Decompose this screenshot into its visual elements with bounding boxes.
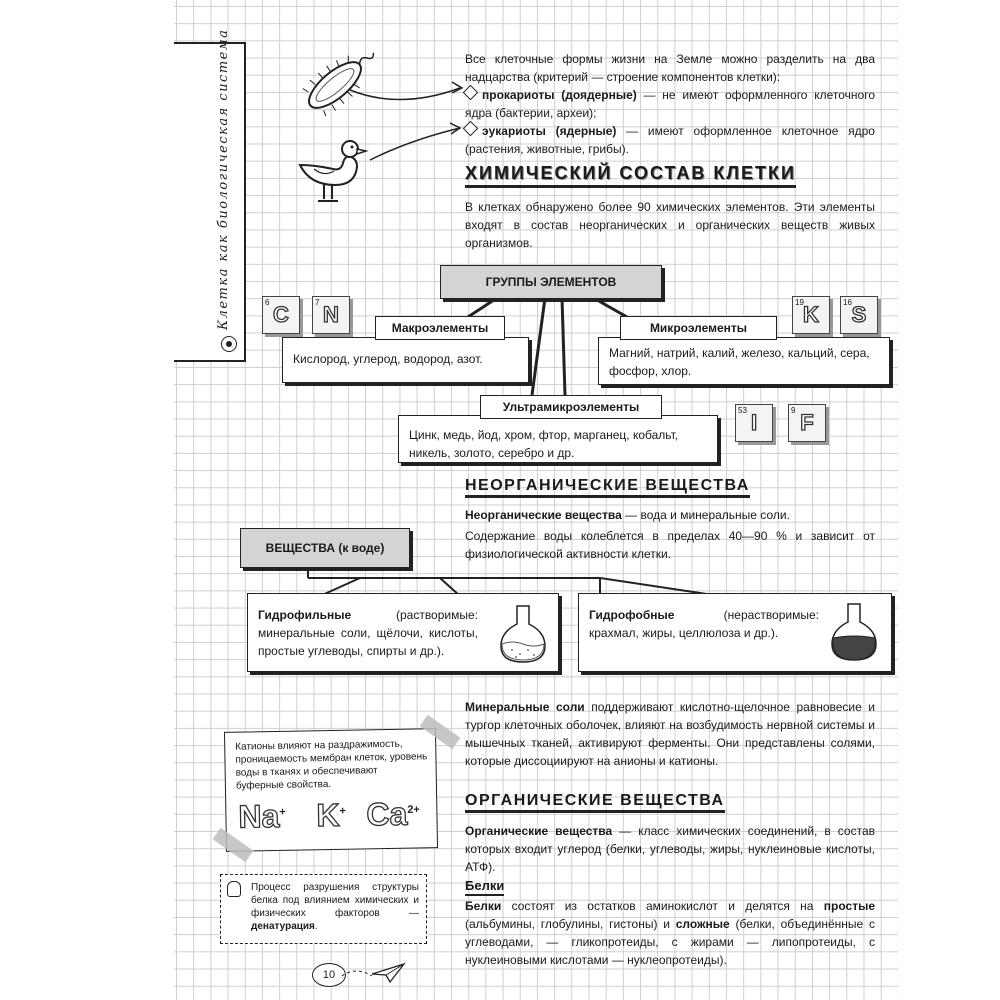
tile-symbol: I bbox=[750, 410, 758, 435]
element-tile-f bbox=[788, 404, 826, 442]
hydrophilic-def: (растворимые: минеральные соли, щёлочи, кислоты, простые углеводы, спирты и др.). bbox=[258, 608, 478, 658]
organic-text: — класс химических соединений, в состав которых входит углерод (белки, углеводы, жиры, нуклеиновые кислоты, АТФ). bbox=[465, 824, 876, 874]
hydrophilic-text bbox=[258, 606, 478, 660]
element-tile-n bbox=[312, 296, 350, 334]
micro-text: Магний, натрий, калий, железо, кальций, сера, фосфор, хлор. bbox=[609, 346, 870, 378]
micro-label: Микроэлементы bbox=[620, 316, 777, 340]
inorganic-term: Неорганические вещества bbox=[465, 508, 622, 522]
ion-charge: + bbox=[339, 805, 347, 818]
hydrophobic-term: Гидрофобные bbox=[589, 608, 675, 622]
ion-ca bbox=[366, 795, 420, 833]
tile-number: 53 bbox=[738, 406, 747, 415]
water-content: Содержание воды колеблется в пределах 40—90 % и зависит от физиологической активности клетки. bbox=[465, 529, 875, 561]
proteins-text: состоят из остатков аминокислот и делятся на bbox=[501, 899, 824, 913]
eukaryotes-item bbox=[465, 122, 875, 158]
ion-symbol: Ca bbox=[366, 795, 408, 833]
element-tile-s bbox=[840, 296, 878, 334]
proteins-heading: Белки bbox=[465, 878, 504, 896]
organic-term: Органические вещества bbox=[465, 824, 613, 838]
chem-paragraph: В клетках обнаружено более 90 химических элементов. Эти элементы входят в состав неорганических и органических веществ живых организмов. bbox=[465, 200, 875, 250]
organic-paragraph bbox=[465, 822, 875, 876]
sidebar-frame bbox=[174, 42, 246, 362]
tile-number: 9 bbox=[791, 406, 796, 415]
inorganic-line1 bbox=[465, 506, 875, 524]
ultra-label: Ультрамикроэлементы bbox=[480, 395, 662, 419]
diamond-bullet-icon bbox=[463, 121, 479, 137]
denaturation-term: денатурация bbox=[251, 921, 315, 932]
water-title: ВЕЩЕСТВА (к воде) bbox=[240, 528, 410, 568]
eukaryotes-text: — имеют оформленное клеточное ядро (растения, животные, грибы). bbox=[465, 124, 875, 156]
ion-charge: 2+ bbox=[407, 803, 420, 817]
inorganic-heading: НЕОРГАНИЧЕСКИЕ ВЕЩЕСТВА bbox=[465, 477, 750, 498]
page-number: 10 bbox=[312, 963, 346, 987]
diamond-bullet-icon bbox=[463, 85, 479, 101]
denaturation-end: . bbox=[314, 921, 318, 932]
inorganic-paragraph bbox=[465, 506, 875, 563]
macro-text: Кислород, углерод, водород, азот. bbox=[293, 352, 483, 366]
simple-term: простые bbox=[823, 899, 875, 913]
ion-k bbox=[316, 797, 346, 835]
hydrophobic-text bbox=[589, 606, 819, 642]
element-tile-c bbox=[262, 296, 300, 334]
proteins-text: (альбумины, глобулины, гистоны) и bbox=[465, 917, 676, 931]
flask-icon bbox=[498, 604, 548, 664]
prokaryotes-term: прокариоты (доядерные) bbox=[482, 88, 637, 102]
arrows-to-text bbox=[340, 60, 470, 180]
denaturation-desc: Процесс разрушения структуры белка под влиянием химических и физических факторов — bbox=[251, 882, 419, 919]
macro-label: Макроэлементы bbox=[375, 316, 505, 340]
ion-symbol: Na bbox=[238, 797, 280, 835]
ion-symbol: K bbox=[316, 796, 340, 834]
lightbulb-icon bbox=[227, 881, 241, 897]
prokaryotes-item bbox=[465, 86, 875, 122]
hydrophilic-term: Гидрофильные bbox=[258, 608, 352, 622]
ion-charge: + bbox=[279, 806, 286, 819]
hydrophobic-def: (нерастворимые: крахмал, жиры, целлюлоза и др.). bbox=[589, 608, 819, 640]
hydrophilic-box bbox=[247, 593, 559, 672]
minerals-paragraph bbox=[465, 698, 875, 770]
tile-symbol: N bbox=[323, 302, 339, 327]
tile-number: 16 bbox=[843, 298, 852, 307]
tile-number: 7 bbox=[315, 298, 320, 307]
tile-symbol: K bbox=[803, 302, 819, 327]
proteins-term: Белки bbox=[465, 899, 502, 913]
chem-heading: ХИМИЧЕСКИЙ СОСТАВ КЛЕТКИ bbox=[465, 163, 796, 188]
ion-na bbox=[238, 798, 286, 836]
ultra-box bbox=[398, 415, 718, 463]
organic-heading: ОРГАНИЧЕСКИЕ ВЕЩЕСТВА bbox=[465, 792, 725, 813]
intro-line: Все клеточные формы жизни на Земле можно разделить на два надцарства (критерий — строение компонентов клетки): bbox=[465, 52, 875, 84]
ultra-text: Цинк, медь, йод, хром, фтор, марганец, кобальт, никель, золото, серебро и др. bbox=[409, 428, 679, 460]
cation-note bbox=[224, 728, 438, 852]
denaturation-note bbox=[220, 874, 427, 944]
tile-number: 19 bbox=[795, 298, 804, 307]
hydrophobic-box bbox=[578, 593, 892, 672]
tile-symbol: F bbox=[800, 410, 814, 435]
tile-symbol: C bbox=[273, 302, 289, 327]
groups-title: ГРУППЫ ЭЛЕМЕНТОВ bbox=[440, 265, 662, 299]
inorganic-def: — вода и минеральные соли. bbox=[621, 508, 790, 522]
minerals-text: поддерживают кислотно-щелочное равновесие и тургор клеточных оболочек, влияют на возбудимость нервной системы и мышечных тканей, активируют ферменты. Они представлены солями, которые диссоциируют на анионы и катионы. bbox=[465, 700, 875, 768]
tile-number: 6 bbox=[265, 298, 270, 307]
prokaryotes-text: — не имеют оформленного клеточного ядра (бактерии, археи); bbox=[465, 88, 876, 120]
paper-plane-icon bbox=[370, 962, 406, 984]
minerals-term: Минеральные соли bbox=[465, 700, 585, 714]
sidebar-title: Клетка как биологическая система bbox=[216, 28, 231, 330]
complex-term: сложные bbox=[675, 917, 730, 931]
denaturation-text bbox=[251, 881, 419, 933]
atom-icon bbox=[221, 336, 237, 352]
intro-paragraph bbox=[465, 50, 875, 158]
proteins-paragraph bbox=[465, 897, 875, 969]
eukaryotes-term: эукариоты (ядерные) bbox=[482, 124, 617, 138]
dashed-trail bbox=[340, 966, 374, 980]
tile-symbol: S bbox=[851, 302, 867, 327]
element-tile-i bbox=[735, 404, 773, 442]
cation-text: Катионы влияют на раздражимость, проницаемость мембран клеток, уровень воды в тканях и обеспечивают буферные свойства. bbox=[235, 738, 428, 792]
micro-box bbox=[598, 337, 890, 385]
proteins-text: (белки, объединённые с углеводами, — гликопротеиды, с жирами — липопротеиды, с нуклеиновыми кислотами — нуклеопротеиды). bbox=[465, 917, 875, 967]
macro-box bbox=[282, 337, 529, 383]
element-tile-k bbox=[792, 296, 830, 334]
flask-icon bbox=[829, 602, 879, 664]
